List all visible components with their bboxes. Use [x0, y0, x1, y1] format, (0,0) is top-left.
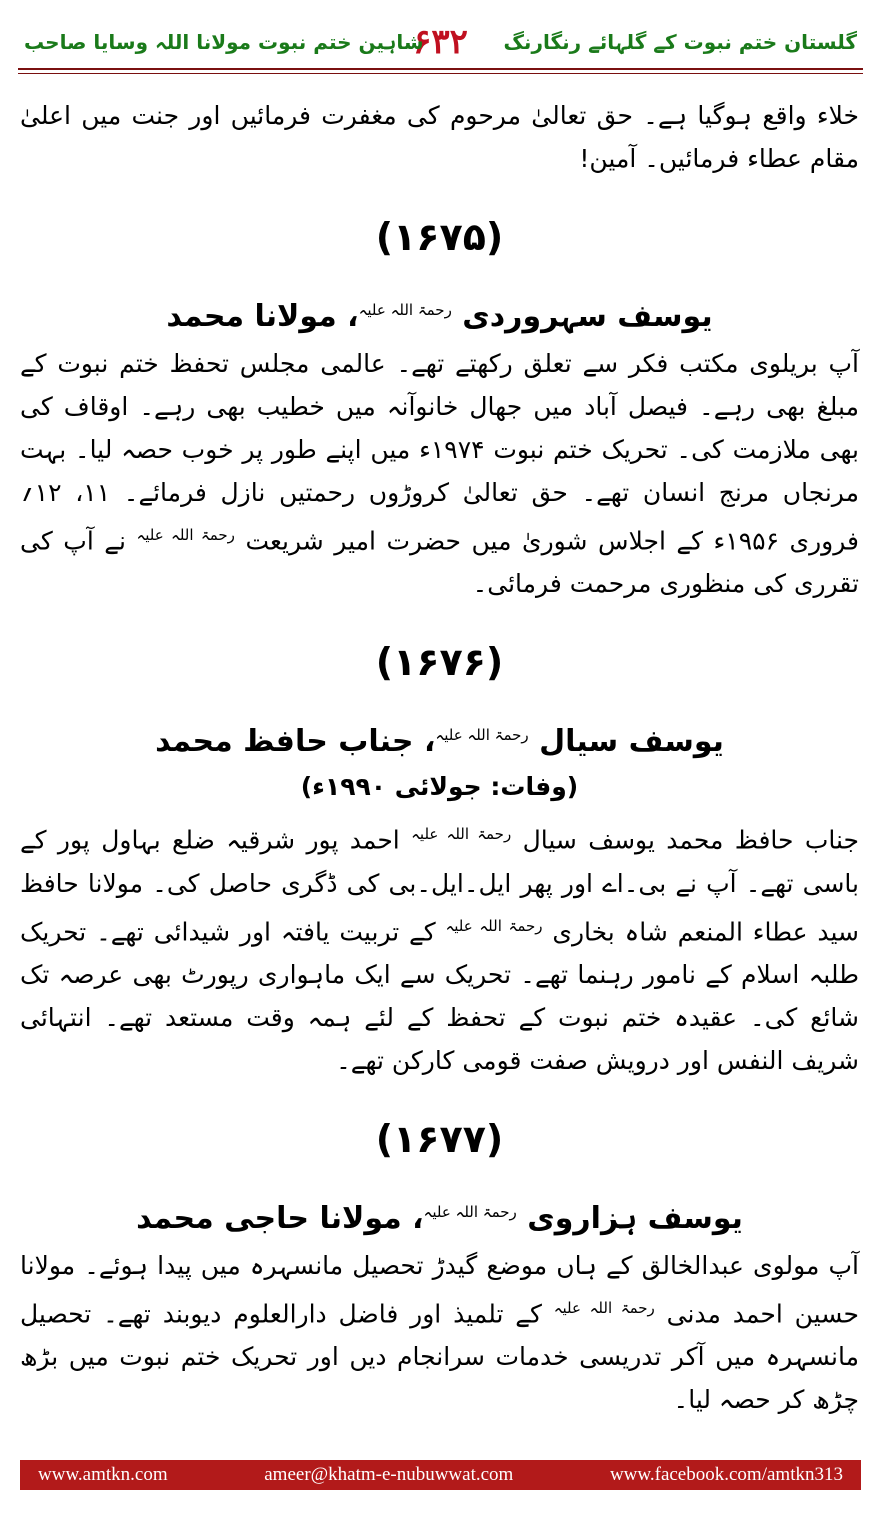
body-text: جناب حافظ محمد یوسف سیال [522, 825, 860, 855]
body-text: کے تربیت یافتہ اور شیدائی تھے۔ تحریک طلبہ اسلام کے نامور رہنما تھے۔ تحریک سے ایک ماہواری رپورٹ بھی عرصہ تک شائع کی۔ عقیدہ ختم نبوت کے تحفظ کے لئے ہمہ وقت مستعد تھے۔ انتہائی شریف النفس اور درویش صفت قومی کارکن تھے۔ [20, 916, 859, 1075]
page-body [20, 90, 859, 1421]
body-text: احمد پور شرقیہ ضلع بہاول پور کے باسی تھے۔ آپ نے بی۔اے اور پھر ایل۔ایل۔بی کی ڈگری حاصل کی۔ مولانا حافظ سید عطاء المنعم شاہ بخاری [20, 825, 860, 946]
facebook-link[interactable]: www.facebook.com/amtkn313 [609, 1464, 843, 1485]
entry-name-suffix: ، جناب حافظ محمد [155, 724, 436, 760]
entry-body-1676 [20, 813, 859, 1082]
entry-name: یوسف ہزاروی [527, 1200, 743, 1236]
email-link[interactable]: ameer@khatm-e-nubuwwat.com [264, 1464, 514, 1485]
honorific: رحمۃ اللہ علیہ [358, 301, 452, 319]
honorific: رحمۃ اللہ علیہ [411, 825, 512, 844]
page-footer [20, 1460, 861, 1490]
entry-name-suffix: ، مولانا حاجی محمد [136, 1200, 424, 1236]
honorific: رحمۃ اللہ علیہ [136, 526, 235, 544]
entry-title-1675 [20, 284, 859, 336]
entry-number-1677: (۱۶۷۷) [375, 1116, 504, 1161]
entry-number-1676: (۱۶۷۶) [375, 640, 504, 685]
body-text: نے آپ کی تقرری کی منظوری مرحمت فرمائی۔ [20, 526, 859, 599]
header-divider [18, 68, 863, 74]
honorific: رحمۃ اللہ علیہ [445, 916, 543, 935]
entry-name: یوسف سہروردی [462, 299, 713, 334]
website-link[interactable]: www.amtkn.com [38, 1464, 168, 1485]
intro-paragraph: خلاء واقع ہوگیا ہے۔ حق تعالیٰ مرحوم کی مغفرت فرمائیں اور جنت میں اعلیٰ مقام عطاء فرمائیں۔ آمین! [20, 101, 859, 173]
entry-title-1676 [20, 709, 859, 761]
body-text: آپ مولوی عبدالخالق کے ہاں موضع گیدڑ تحصیل مانسہرہ میں پیدا ہوئے۔ مولانا حسین احمد مدنی [20, 1250, 859, 1329]
page-header [18, 22, 863, 70]
body-text: آپ بریلوی مکتب فکر سے تعلق رکھتے تھے۔ عالمی مجلس تحفظ ختم نبوت کے مبلغ بھی رہے۔ فیصل آباد میں جھال خانوآنہ میں خطیب بھی رہے۔ اوقاف کی بھی ملازمت کی۔ تحریک ختم نبوت ۱۹۷۴ء میں اپنے طور پر خوب حصہ لیا۔ بہت مرنجاں مرنج انسان تھے۔ حق تعالیٰ کروڑوں رحمتیں نازل فرمائے۔ ۱۱، ۱۲؍ فروری ۱۹۵۶ء کے اجلاس شوریٰ میں حضرت امیر شریعت [20, 349, 859, 556]
entry-name-suffix: ، مولانا محمد [166, 299, 359, 334]
entry-body-1677 [20, 1244, 859, 1421]
entry-body-1675 [20, 342, 859, 605]
entry-death-date: (وفات: جولائی ۱۹۹۰ء) [300, 772, 579, 802]
honorific: رحمۃ اللہ علیہ [435, 726, 529, 745]
entry-name: یوسف سیال [539, 724, 724, 760]
entry-title-1677 [20, 1186, 859, 1238]
author-title: شاہین ختم نبوت مولانا اللہ وسایا صاحب [24, 30, 424, 54]
honorific: رحمۃ اللہ علیہ [553, 1298, 655, 1317]
honorific: رحمۃ اللہ علیہ [423, 1202, 517, 1221]
book-title: گلستان ختم نبوت کے گلہائے رنگارنگ [503, 30, 857, 54]
entry-number-1675: (۱۶۷۵) [375, 215, 504, 259]
body-text: کے تلمیذ اور فاضل دارالعلوم دیوبند تھے۔ تحصیل مانسہرہ میں آکر تدریسی خدمات سرانجام دیں اور تحریک ختم نبوت میں بڑھ چڑھ کر حصہ لیا۔ [20, 1299, 859, 1415]
page-number: ۶۳۲ [413, 22, 468, 62]
